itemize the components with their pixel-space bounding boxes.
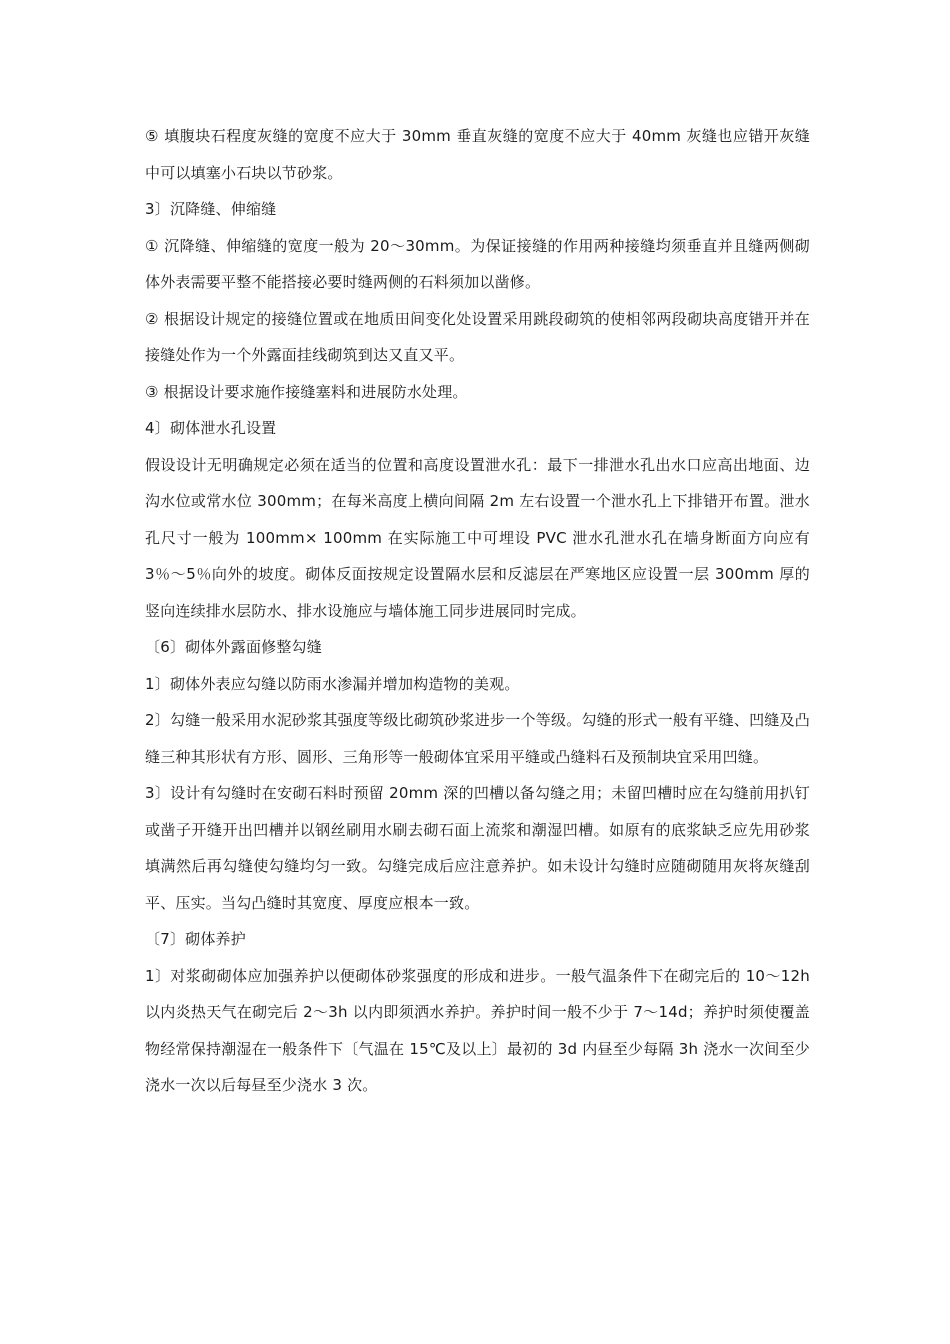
paragraph-pointing-purpose: 1〕砌体外表应勾缝以防雨水渗漏并增加构造物的美观。 bbox=[145, 674, 520, 693]
paragraph-joint-position: ② 根据设计规定的接缝位置或在地质田间变化处设置采用跳段砌筑的使相邻两段砌块高度错开并在接缝处作为一个外露面挂线砌筑到达又直又平。 bbox=[145, 309, 810, 364]
paragraph-pointing-groove: 3〕设计有勾缝时在安砌石料时预留 20mm 深的凹槽以备勾缝之用；未留凹槽时应在勾缝前用扒钉或凿子开缝开出凹槽并以钢丝刷用水刷去砌石面上流浆和潮湿凹槽。如原有的底浆缺乏应先用砂浆填满然后再勾缝使勾缝均匀一致。勾缝完成后应注意养护。如未设计勾缝时应随砌随用灰将灰缝刮平、压实。当勾凸缝时其宽度、厚度应根本一致。 bbox=[145, 784, 810, 912]
heading-settlement-expansion-joints: 3〕沉降缝、伸缩缝 bbox=[145, 200, 277, 218]
heading-curing: 〔7〕砌体养护 bbox=[145, 930, 246, 948]
paragraph-joint-width: ① 沉降缝、伸缩缝的宽度一般为 20～30mm。为保证接缝的作用两种接缝均须垂直并且缝两侧砌体外表需要平整不能搭接必要时缝两侧的石料须加以凿修。 bbox=[145, 236, 810, 291]
paragraph-weep-hole-spec: 假设设计无明确规定必须在适当的位置和高度设置泄水孔：最下一排泄水孔出水口应高出地面、边沟水位或常水位 300mm；在每米高度上横向间隔 2m 左右设置一个泄水孔上下排错开布置。泄水孔尺寸一般为 100mm× 100mm 在实际施工中可埋设 PVC 泄水孔泄水孔在墙身断面方向应有 3％～5％向外的坡度。砌体反面按规定设置隔水层和反滤层在严寒地区应设置一层 300mm 厚的竖向连续排水层防水、排水设施应与墙体施工同步进展同时完成。 bbox=[145, 455, 810, 620]
document-page bbox=[145, 118, 810, 1104]
paragraph-joint-filler: ③ 根据设计要求施作接缝塞料和进展防水处理。 bbox=[145, 382, 468, 401]
paragraph-pointing-mortar: 2〕勾缝一般采用水泥砂浆其强度等级比砌筑砂浆进步一个等级。勾缝的形式一般有平缝、凹缝及凸缝三种其形状有方形、圆形、三角形等一般砌体宜采用平缝或凸缝料石及预制块宜采用凹缝。 bbox=[145, 711, 810, 766]
heading-weep-holes: 4〕砌体泄水孔设置 bbox=[145, 419, 277, 437]
paragraph-filler-stone-joints: ⑤ 填腹块石程度灰缝的宽度不应大于 30mm 垂直灰缝的宽度不应大于 40mm 灰缝也应错开灰缝中可以填塞小石块以节砂浆。 bbox=[145, 127, 810, 182]
heading-pointing: 〔6〕砌体外露面修整勾缝 bbox=[145, 638, 322, 656]
paragraph-curing-spec: 1〕对浆砌砌体应加强养护以便砌体砂浆强度的形成和进步。一般气温条件下在砌完后的 10～12h 以内炎热天气在砌完后 2～3h 以内即须洒水养护。养护时间一般不少于 7～14d；养护时须使覆盖物经常保持潮湿在一般条件下〔气温在 15℃及以上〕最初的 3d 内昼至少每隔 3h 浇水一次间至少浇水一次以后每昼至少浇水 3 次。 bbox=[145, 966, 810, 1094]
